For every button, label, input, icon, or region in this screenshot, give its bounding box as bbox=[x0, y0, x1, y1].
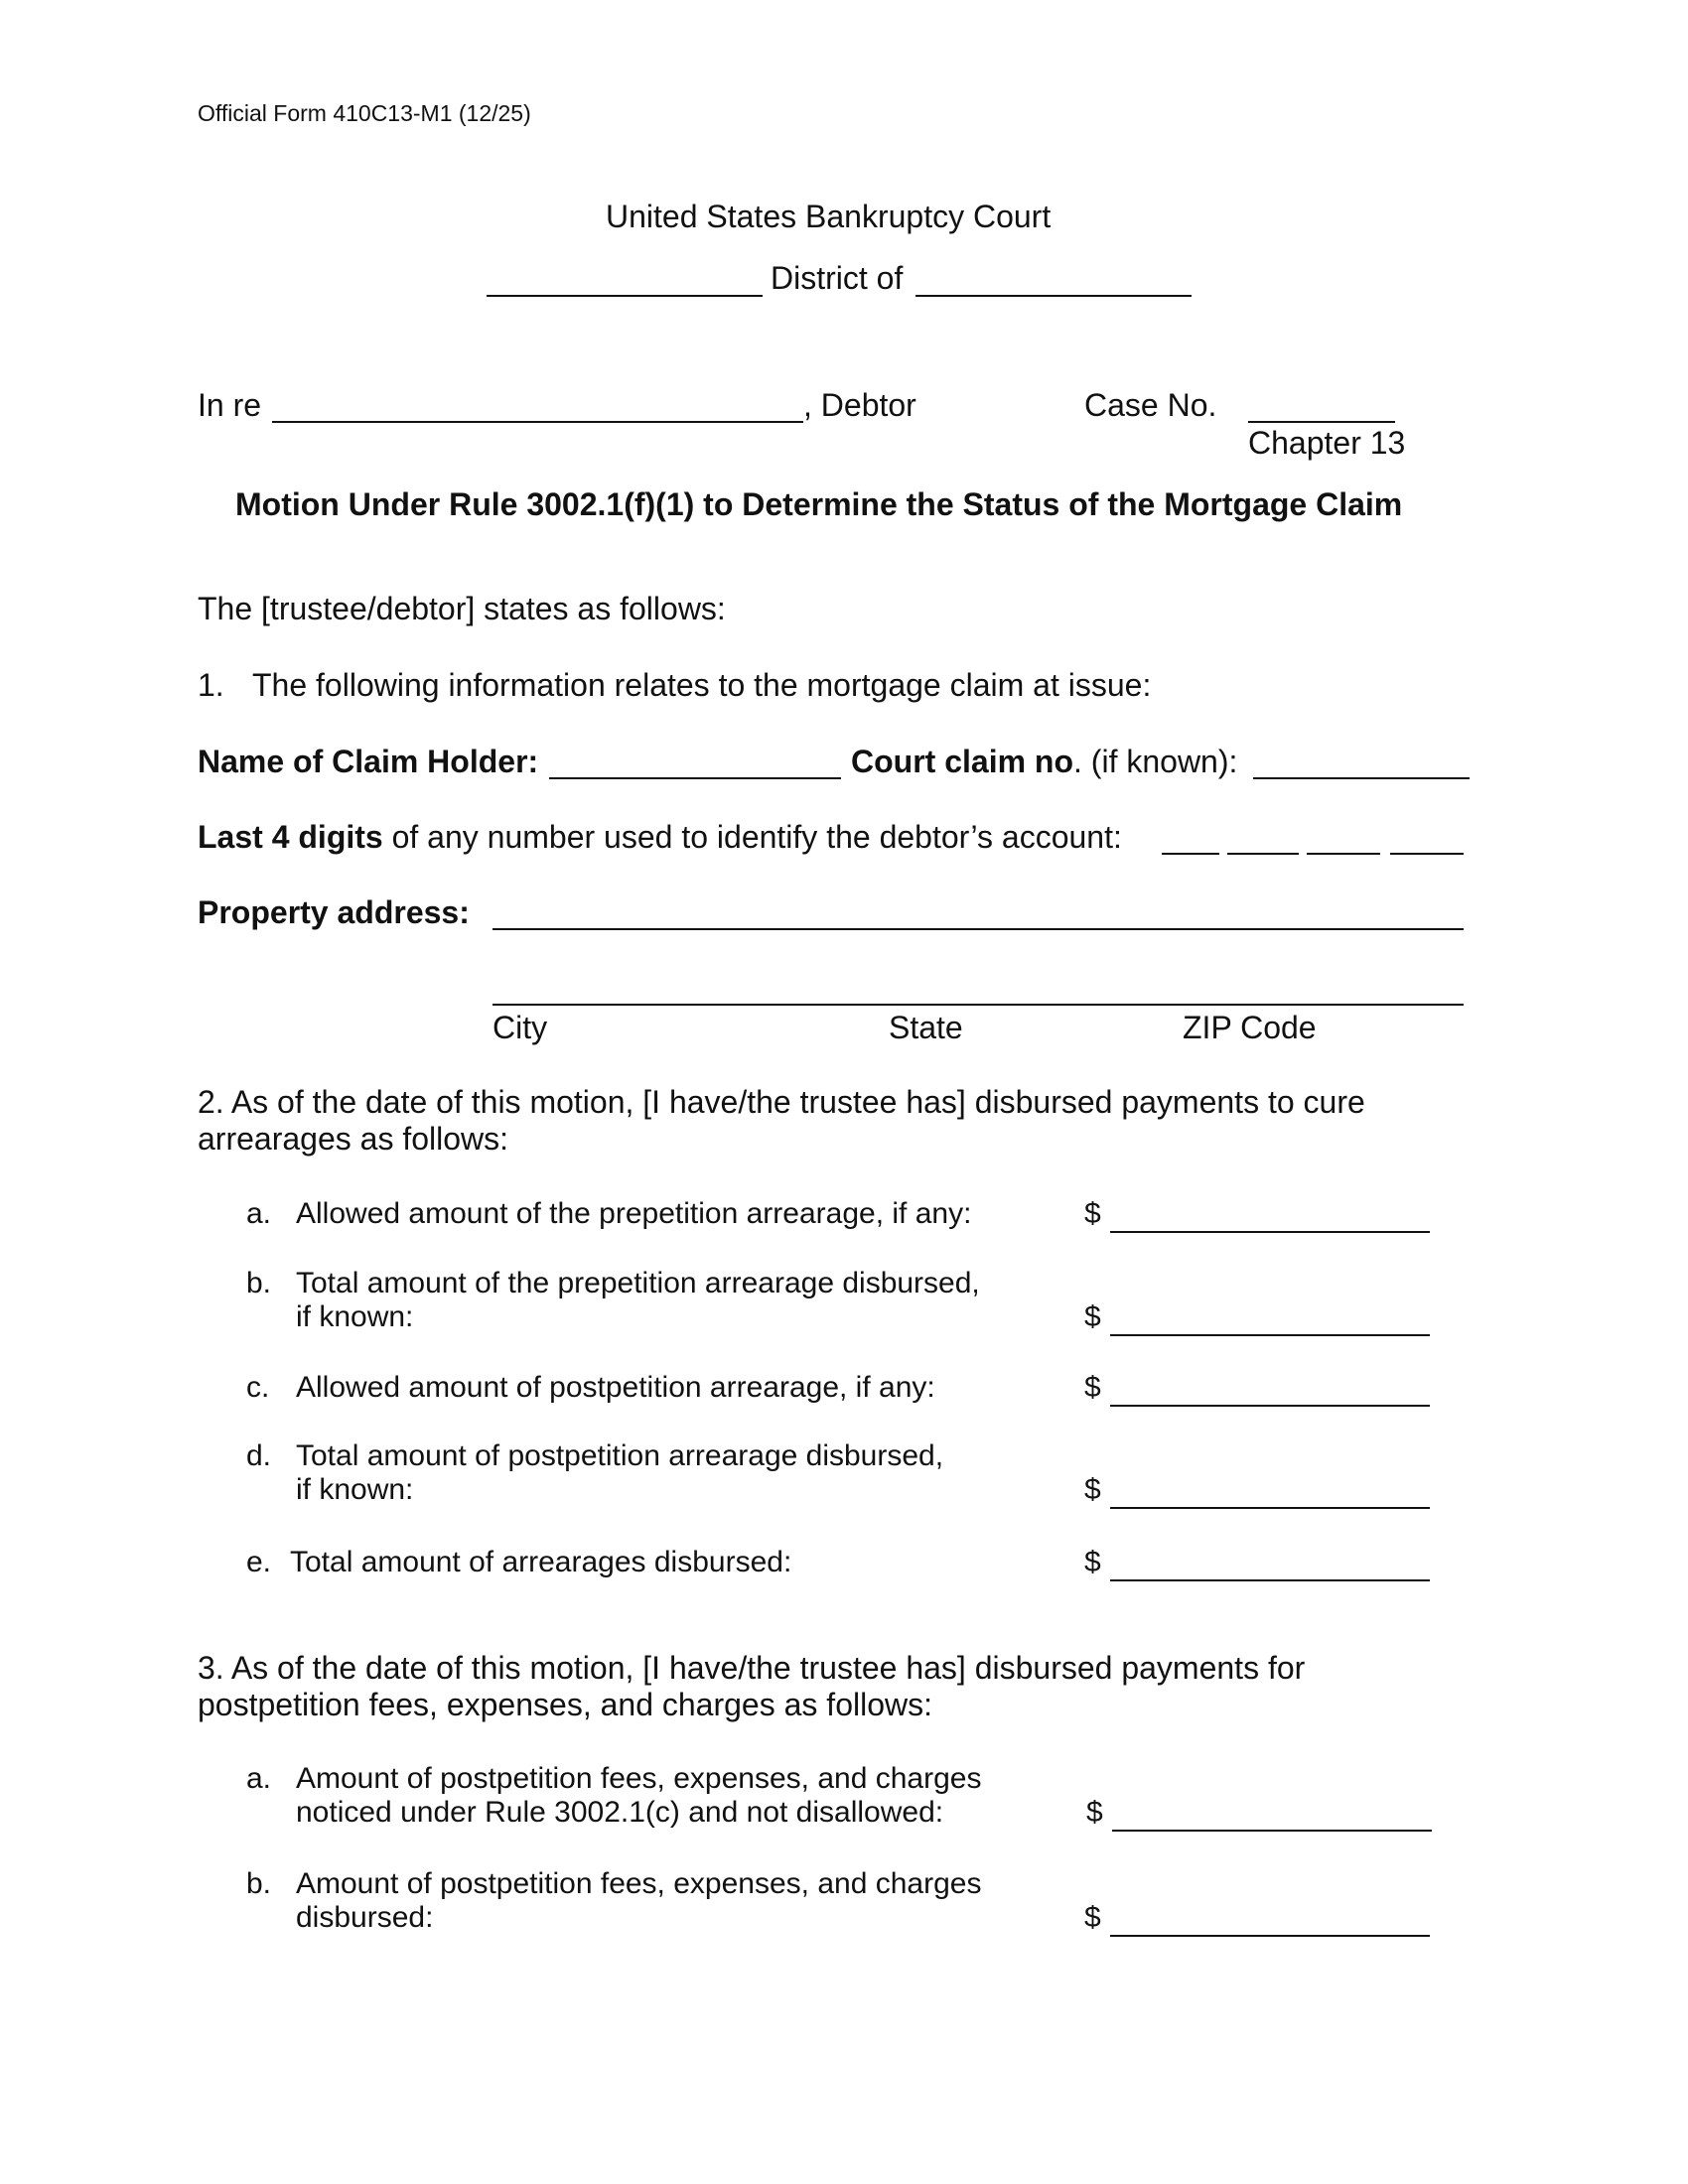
item-2b-text-line-1: Total amount of the prepetition arrearage disbursed, bbox=[296, 1267, 980, 1299]
city-label: City bbox=[492, 1010, 548, 1045]
item-2c-amount-blank[interactable] bbox=[1110, 1405, 1430, 1407]
item-2c-text: Allowed amount of postpetition arrearage, if any: bbox=[296, 1371, 935, 1404]
debtor-label: , Debtor bbox=[803, 387, 916, 423]
in-re-label: In re bbox=[198, 387, 262, 423]
last4-bold: Last 4 digits bbox=[198, 819, 383, 855]
section-2-line-2: arrearages as follows: bbox=[198, 1121, 509, 1157]
case-no-blank[interactable] bbox=[1248, 421, 1395, 423]
last4-rest: of any number used to identify the debtor’s account: bbox=[391, 819, 1122, 855]
item-2c-dollar: $ bbox=[1084, 1371, 1101, 1404]
section-2-line-1: 2. As of the date of this motion, [I have/the trustee has] disbursed payments to cure bbox=[198, 1084, 1365, 1120]
item-2a-letter: a. bbox=[246, 1197, 272, 1230]
section-3-line-2: postpetition fees, expenses, and charges as follows: bbox=[198, 1687, 932, 1722]
item-3b-letter: b. bbox=[246, 1867, 272, 1900]
motion-title: Motion Under Rule 3002.1(f)(1) to Determine the Status of the Mortgage Claim bbox=[235, 486, 1403, 522]
claim-holder-label: Name of Claim Holder: bbox=[198, 744, 539, 779]
court-claim-rest: . (if known): bbox=[1073, 744, 1238, 779]
item-3a-letter: a. bbox=[246, 1762, 272, 1795]
property-city-state-zip-blank[interactable] bbox=[492, 1004, 1464, 1006]
item-3a-text-line-2: noticed under Rule 3002.1(c) and not disallowed: bbox=[296, 1796, 944, 1829]
debtor-name-blank[interactable] bbox=[272, 421, 803, 423]
section-1-number: 1. bbox=[198, 667, 224, 703]
court-claim-label bbox=[851, 744, 1237, 780]
claim-holder-blank[interactable] bbox=[549, 777, 841, 779]
item-3a-amount-blank[interactable] bbox=[1112, 1830, 1432, 1832]
district-label: District of bbox=[771, 260, 904, 296]
court-name: United States Bankruptcy Court bbox=[606, 199, 1052, 234]
item-3a-text-line-1: Amount of postpetition fees, expenses, and charges bbox=[296, 1762, 982, 1795]
item-2e-text: Total amount of arrearages disbursed: bbox=[290, 1546, 792, 1578]
intro-text: The [trustee/debtor] states as follows: bbox=[198, 591, 726, 626]
item-2a-dollar: $ bbox=[1084, 1197, 1101, 1230]
last4-digit-2[interactable] bbox=[1227, 853, 1299, 855]
item-2b-letter: b. bbox=[246, 1267, 272, 1299]
item-2d-dollar: $ bbox=[1084, 1473, 1101, 1506]
item-2d-letter: d. bbox=[246, 1439, 272, 1472]
item-2b-amount-blank[interactable] bbox=[1110, 1334, 1430, 1336]
item-2d-amount-blank[interactable] bbox=[1110, 1507, 1430, 1509]
last4-digit-1[interactable] bbox=[1162, 853, 1219, 855]
item-2d-text-line-2: if known: bbox=[296, 1473, 414, 1506]
item-2a-amount-blank[interactable] bbox=[1110, 1231, 1430, 1233]
item-2b-dollar: $ bbox=[1084, 1300, 1101, 1333]
property-address-label: Property address: bbox=[198, 894, 470, 930]
section-3-line-1: 3. As of the date of this motion, [I have/the trustee has] disbursed payments for bbox=[198, 1650, 1306, 1686]
state-label: State bbox=[889, 1010, 963, 1045]
item-2c-letter: c. bbox=[246, 1371, 270, 1404]
item-2b-text-line-2: if known: bbox=[296, 1300, 414, 1333]
item-3b-dollar: $ bbox=[1084, 1901, 1101, 1934]
district-blank-left[interactable] bbox=[487, 295, 763, 297]
last4-label bbox=[198, 819, 1122, 856]
item-2e-dollar: $ bbox=[1084, 1546, 1101, 1578]
chapter-label: Chapter 13 bbox=[1248, 425, 1406, 461]
item-2a-text: Allowed amount of the prepetition arrearage, if any: bbox=[296, 1197, 972, 1230]
last4-digit-4[interactable] bbox=[1390, 853, 1464, 855]
item-3b-text-line-1: Amount of postpetition fees, expenses, and charges bbox=[296, 1867, 982, 1900]
form-id: Official Form 410C13-M1 (12/25) bbox=[198, 100, 531, 126]
item-3b-amount-blank[interactable] bbox=[1110, 1935, 1430, 1937]
last4-digit-3[interactable] bbox=[1307, 853, 1380, 855]
court-claim-blank[interactable] bbox=[1253, 777, 1470, 779]
item-2e-amount-blank[interactable] bbox=[1110, 1579, 1430, 1581]
zip-code-label: ZIP Code bbox=[1183, 1010, 1317, 1045]
item-3a-dollar: $ bbox=[1086, 1796, 1103, 1829]
item-3b-text-line-2: disbursed: bbox=[296, 1901, 434, 1934]
property-street-blank[interactable] bbox=[492, 928, 1464, 930]
item-2d-text-line-1: Total amount of postpetition arrearage disbursed, bbox=[296, 1439, 944, 1472]
item-2e-letter: e. bbox=[246, 1546, 272, 1578]
district-blank-right[interactable] bbox=[915, 295, 1192, 297]
section-1-text: The following information relates to the mortgage claim at issue: bbox=[252, 667, 1152, 703]
case-no-label: Case No. bbox=[1084, 387, 1217, 423]
court-claim-bold: Court claim no bbox=[851, 744, 1074, 779]
